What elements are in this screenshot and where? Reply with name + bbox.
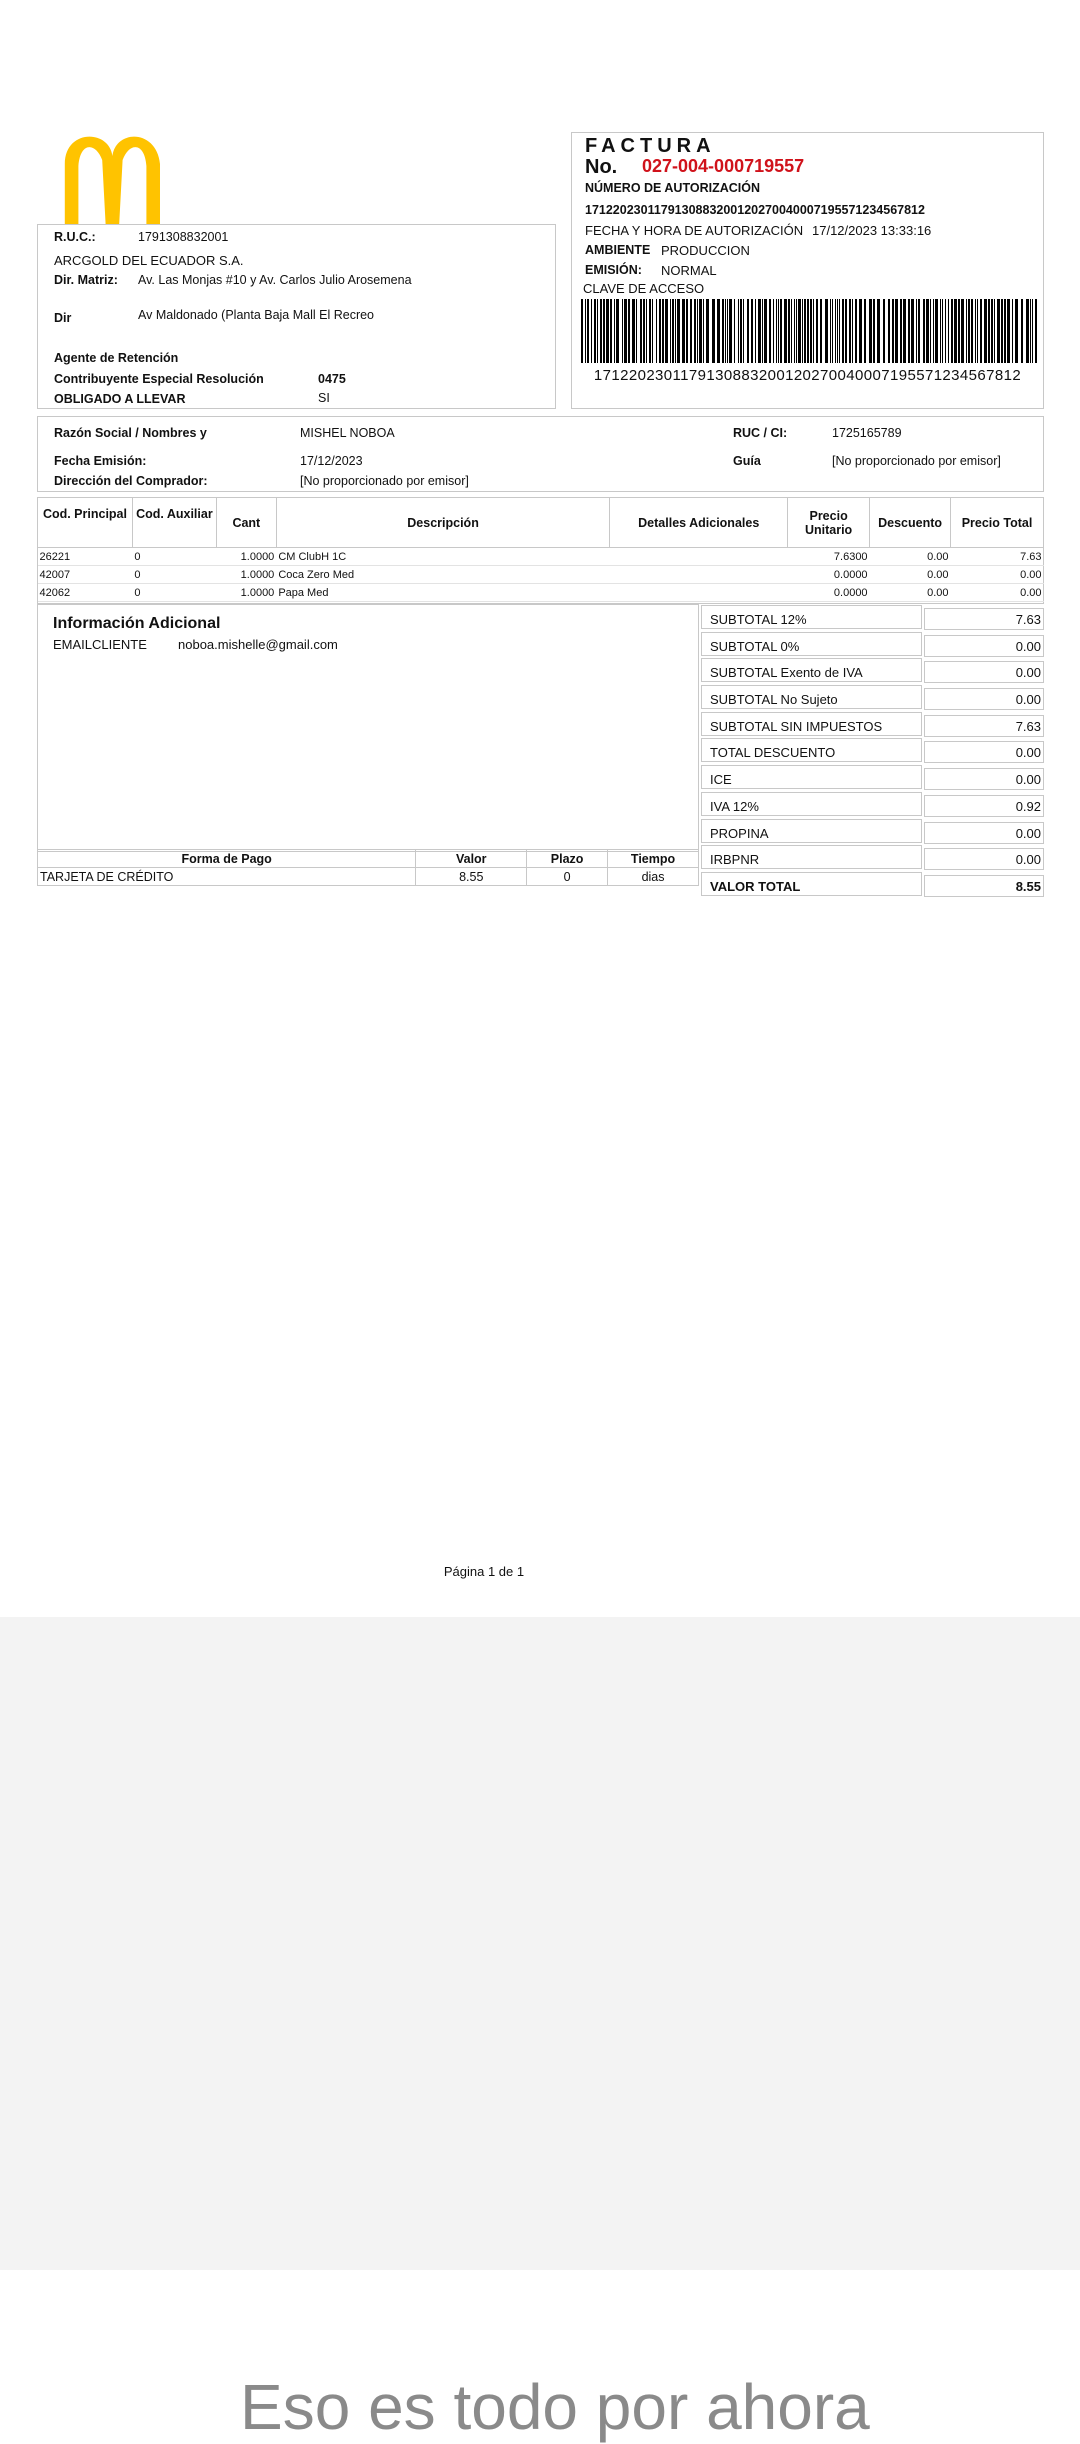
barcode-bar	[991, 299, 993, 363]
issuer-dir-label: Dir	[54, 311, 72, 325]
barcode-bar	[581, 299, 583, 363]
invoice-number: 027-004-000719557	[642, 156, 805, 176]
barcode-bar	[855, 299, 857, 363]
barcode-bar	[717, 299, 720, 363]
auth-number: 1712202301179130883200120270040007195571234567812	[585, 203, 925, 217]
clave-label: CLAVE DE ACCESO	[583, 281, 705, 296]
barcode-bar	[686, 299, 688, 363]
totals-row	[701, 737, 1044, 764]
barcode-bar	[1007, 299, 1010, 363]
barcode-bar	[773, 299, 774, 363]
barcode-bar	[662, 299, 664, 363]
emision-label: EMISIÓN:	[585, 263, 642, 277]
payment-header-row	[38, 850, 699, 868]
barcode-bar	[966, 299, 967, 363]
totals-label: IVA 12%	[701, 792, 922, 816]
cell-pu: 7.6300	[788, 548, 870, 566]
totals-value: 8.55	[924, 875, 1044, 897]
totals-row	[701, 657, 1044, 684]
barcode-bar	[997, 299, 1000, 363]
table-row	[38, 584, 1044, 602]
barcode-bar	[951, 299, 953, 363]
totals-panel	[701, 604, 1044, 898]
barcode-bar	[852, 299, 853, 363]
cell-det	[610, 584, 788, 602]
guia-value: [No proporcionado por emisor]	[832, 454, 1001, 468]
totals-row	[701, 764, 1044, 791]
barcode-bar	[652, 299, 653, 363]
barcode-bar	[591, 299, 592, 363]
barcode-bar	[762, 299, 763, 363]
barcode-bar	[888, 299, 890, 363]
barcode-bar	[738, 299, 739, 363]
barcode-bar	[643, 299, 645, 363]
barcode-bar	[903, 299, 906, 363]
barcode-bar	[632, 299, 635, 363]
barcode-bar	[764, 299, 767, 363]
totals-label: SUBTOTAL 0%	[701, 632, 922, 656]
barcode-bar	[791, 299, 792, 363]
barcode-bar	[697, 299, 698, 363]
cell-desc: Papa Med	[276, 584, 610, 602]
barcode-bar	[1004, 299, 1006, 363]
cell-cant: 1.0000	[216, 566, 276, 584]
barcode-bar	[1001, 299, 1003, 363]
gray-background	[0, 1617, 1080, 2270]
barcode-bar	[665, 299, 668, 363]
payment-table	[37, 849, 699, 886]
barcode-bar	[1012, 299, 1013, 363]
barcode-bar	[892, 299, 894, 363]
totals-value: 0.00	[924, 768, 1044, 790]
ambiente-label: AMBIENTE	[585, 243, 651, 257]
barcode-bar	[877, 299, 880, 363]
barcode-bar	[784, 299, 787, 363]
th-plazo: Plazo	[527, 850, 608, 868]
guia-label: Guía	[733, 454, 761, 468]
barcode-bar	[923, 299, 925, 363]
barcode-bar	[636, 299, 637, 363]
bottom-panel	[0, 2270, 1080, 2443]
page-number: Página 1 de 1	[443, 1564, 525, 1579]
totals-label: SUBTOTAL No Sujeto	[701, 685, 922, 709]
issuer-dir: Av Maldonado (Planta Baja Mall El Recreo	[138, 308, 375, 322]
issuer-matriz-label: Dir. Matriz:	[54, 273, 118, 287]
fecha-auth: 17/12/2023 13:33:16	[812, 223, 932, 238]
barcode-bar	[825, 299, 828, 363]
barcode-bar	[694, 299, 696, 363]
barcode-bar	[849, 299, 851, 363]
barcode-bar	[788, 299, 790, 363]
barcode-bar	[769, 299, 771, 363]
pay-plazo: 0	[527, 868, 608, 886]
barcode-bar	[677, 299, 680, 363]
fecha-emision-label: Fecha Emisión:	[54, 454, 147, 468]
barcode-bar	[839, 299, 840, 363]
barcode-bar	[755, 299, 756, 363]
bottom-message: Eso es todo por ahora	[240, 2371, 870, 2443]
totals-row	[701, 684, 1044, 711]
barcode-bar	[740, 299, 742, 363]
barcode-bar	[1035, 299, 1037, 363]
barcode-bar	[835, 299, 836, 363]
barcode-bar	[842, 299, 844, 363]
barcode-bar	[597, 299, 598, 363]
th-cod-principal: Cod. Principal	[38, 498, 133, 548]
barcode-bar	[820, 299, 822, 363]
barcode-bar	[859, 299, 862, 363]
cell-aux: 0	[132, 548, 216, 566]
barcode-bar	[988, 299, 990, 363]
obligado-label: OBLIGADO A LLEVAR	[54, 392, 186, 406]
cell-total: 0.00	[951, 566, 1044, 584]
totals-label: IRBPNR	[701, 845, 922, 869]
auth-label: NÚMERO DE AUTORIZACIÓN	[585, 181, 760, 195]
barcode-bar	[911, 299, 914, 363]
totals-value: 0.00	[924, 822, 1044, 844]
barcode-bar	[984, 299, 987, 363]
totals-value: 0.00	[924, 848, 1044, 870]
barcode-bar	[873, 299, 875, 363]
barcode-bar	[706, 299, 709, 363]
barcode-bar	[845, 299, 847, 363]
issuer-ruc: 1791308832001	[138, 230, 229, 244]
totals-label: SUBTOTAL Exento de IVA	[701, 658, 922, 682]
barcode-bar	[1030, 299, 1031, 363]
totals-value: 7.63	[924, 608, 1044, 630]
barcode-bar	[1021, 299, 1023, 363]
cell-cod: 42062	[38, 584, 133, 602]
barcode-bar	[968, 299, 970, 363]
totals-value: 0.00	[924, 635, 1044, 657]
items-header-row	[38, 498, 1044, 548]
barcode-bar	[832, 299, 833, 363]
barcode-bar	[600, 299, 602, 363]
barcode-bar	[712, 299, 715, 363]
totals-row	[701, 844, 1044, 871]
barcode-bar	[776, 299, 777, 363]
barcode-bar	[1026, 299, 1029, 363]
barcode-bar	[837, 299, 838, 363]
barcode-bar	[802, 299, 803, 363]
totals-value: 0.00	[924, 661, 1044, 683]
totals-label: SUBTOTAL 12%	[701, 605, 922, 629]
table-row	[38, 548, 1044, 566]
barcode-bar	[798, 299, 801, 363]
totals-row	[701, 711, 1044, 738]
barcode-bar	[804, 299, 806, 363]
totals-row	[701, 631, 1044, 658]
barcode-bar	[727, 299, 728, 363]
barcode-bar	[930, 299, 931, 363]
ambiente-value: PRODUCCION	[661, 243, 750, 258]
buyer-ruc: 1725165789	[832, 426, 902, 440]
th-precio-total: Precio Total	[951, 498, 1044, 548]
barcode-bar	[606, 299, 609, 363]
totals-row	[701, 818, 1044, 845]
barcode-bar	[758, 299, 761, 363]
barcode-bar	[977, 299, 978, 363]
cell-total: 0.00	[951, 584, 1044, 602]
cell-det	[610, 566, 788, 584]
barcode-bar	[622, 299, 623, 363]
factura-no-label: No.	[585, 156, 618, 178]
barcode-bar	[1015, 299, 1018, 363]
barcode-bar	[624, 299, 627, 363]
barcode-bar	[1032, 299, 1033, 363]
th-detalles: Detalles Adicionales	[610, 498, 788, 548]
barcode-bar	[614, 299, 615, 363]
barcode-bar	[610, 299, 612, 363]
barcode-bar	[672, 299, 674, 363]
issuer-name: ARCGOLD DEL ECUADOR S.A.	[54, 253, 244, 268]
barcode-bar	[780, 299, 782, 363]
barcode-bar	[916, 299, 917, 363]
totals-label: VALOR TOTAL	[701, 872, 922, 896]
buyer-box	[37, 416, 1044, 492]
cell-dcto: 0.00	[870, 566, 951, 584]
clave-acceso: 1712202301179130883200120270040007195571234567812	[593, 367, 1022, 384]
cell-cant: 1.0000	[216, 548, 276, 566]
barcode-bar	[778, 299, 779, 363]
razon-label: Razón Social / Nombres y	[54, 426, 207, 440]
payment-row	[38, 868, 699, 886]
barcode-bar	[729, 299, 732, 363]
barcode-bar	[869, 299, 872, 363]
barcode-bar	[945, 299, 946, 363]
th-valor: Valor	[416, 850, 527, 868]
barcode-bar	[628, 299, 630, 363]
cell-cod: 26221	[38, 548, 133, 566]
items-table	[37, 497, 1044, 602]
info-adicional-box	[37, 604, 699, 852]
cell-det	[610, 548, 788, 566]
totals-value: 7.63	[924, 715, 1044, 737]
mcdonalds-logo-icon	[58, 124, 183, 224]
barcode	[581, 299, 1038, 363]
th-descuento: Descuento	[870, 498, 951, 548]
barcode-bar	[975, 299, 976, 363]
totals-row	[701, 604, 1044, 631]
barcode-bar	[961, 299, 964, 363]
barcode-bar	[807, 299, 809, 363]
barcode-bar	[895, 299, 898, 363]
info-email: noboa.mishelle@gmail.com	[178, 637, 338, 652]
barcode-bar	[942, 299, 943, 363]
barcode-bar	[690, 299, 692, 363]
cell-cant: 1.0000	[216, 584, 276, 602]
barcode-bar	[918, 299, 920, 363]
totals-row	[701, 871, 1044, 898]
barcode-bar	[587, 299, 589, 363]
info-title: Información Adicional	[53, 615, 221, 632]
barcode-bar	[682, 299, 685, 363]
emision-value: NORMAL	[661, 263, 717, 278]
totals-label: PROPINA	[701, 819, 922, 843]
fecha-auth-label: FECHA Y HORA DE AUTORIZACIÓN	[585, 223, 804, 238]
barcode-bar	[585, 299, 586, 363]
totals-label: TOTAL DESCUENTO	[701, 738, 922, 762]
barcode-bar	[640, 299, 642, 363]
cell-desc: Coca Zero Med	[276, 566, 610, 584]
barcode-bar	[830, 299, 831, 363]
barcode-bar	[935, 299, 938, 363]
totals-label: ICE	[701, 765, 922, 789]
barcode-bar	[994, 299, 995, 363]
totals-value: 0.92	[924, 795, 1044, 817]
direccion-label: Dirección del Comprador:	[54, 474, 208, 488]
cell-total: 7.63	[951, 548, 1044, 566]
barcode-bar	[670, 299, 671, 363]
th-descripcion: Descripción	[276, 498, 610, 548]
barcode-bar	[926, 299, 929, 363]
th-tiempo: Tiempo	[608, 850, 699, 868]
barcode-bar	[940, 299, 941, 363]
barcode-bar	[954, 299, 957, 363]
buyer-ruc-label: RUC / CI:	[733, 426, 788, 440]
totals-value: 0.00	[924, 741, 1044, 763]
barcode-bar	[883, 299, 885, 363]
barcode-bar	[594, 299, 596, 363]
totals-label: SUBTOTAL SIN IMPUESTOS	[701, 712, 922, 736]
totals-row	[701, 791, 1044, 818]
barcode-bar	[794, 299, 795, 363]
barcode-bar	[725, 299, 726, 363]
totals-value: 0.00	[924, 688, 1044, 710]
agente-retencion: Agente de Retención	[54, 351, 179, 365]
factura-box	[571, 132, 1044, 409]
barcode-bar	[796, 299, 797, 363]
pay-forma: TARJETA DE CRÉDITO	[38, 868, 416, 886]
barcode-bar	[933, 299, 934, 363]
barcode-bar	[813, 299, 814, 363]
barcode-bar	[971, 299, 973, 363]
pay-tiempo: dias	[608, 868, 699, 886]
barcode-bar	[616, 299, 619, 363]
barcode-bar	[659, 299, 661, 363]
obligado-value: SI	[318, 391, 330, 405]
barcode-bar	[980, 299, 982, 363]
barcode-bar	[908, 299, 910, 363]
barcode-bar	[703, 299, 704, 363]
contribuyente-label: Contribuyente Especial Resolución	[54, 372, 264, 386]
barcode-bar	[646, 299, 647, 363]
pay-valor: 8.55	[416, 868, 527, 886]
barcode-bar	[958, 299, 960, 363]
barcode-bar	[649, 299, 651, 363]
barcode-bar	[603, 299, 605, 363]
barcode-bar	[864, 299, 866, 363]
direccion-value: [No proporcionado por emisor]	[300, 474, 469, 488]
barcode-bar	[747, 299, 749, 363]
table-row	[38, 566, 1044, 584]
barcode-bar	[816, 299, 818, 363]
barcode-bar	[743, 299, 744, 363]
barcode-bar	[734, 299, 735, 363]
barcode-bar	[675, 299, 676, 363]
razon-value: MISHEL NOBOA	[300, 426, 395, 440]
th-forma-pago: Forma de Pago	[38, 850, 416, 868]
barcode-bar	[656, 299, 657, 363]
cell-pu: 0.0000	[788, 584, 870, 602]
issuer-box	[37, 224, 556, 409]
barcode-bar	[900, 299, 902, 363]
cell-aux: 0	[132, 584, 216, 602]
barcode-bar	[948, 299, 949, 363]
info-key: EMAILCLIENTE	[53, 637, 147, 652]
th-cod-auxiliar: Cod. Auxiliar	[132, 498, 216, 548]
factura-title: FACTURA	[585, 135, 716, 157]
cell-cod: 42007	[38, 566, 133, 584]
cell-dcto: 0.00	[870, 548, 951, 566]
cell-pu: 0.0000	[788, 566, 870, 584]
barcode-bar	[722, 299, 724, 363]
th-precio-unitario: Precio Unitario	[788, 498, 870, 548]
barcode-bar	[810, 299, 812, 363]
issuer-ruc-label: R.U.C.:	[54, 230, 96, 244]
cell-dcto: 0.00	[870, 584, 951, 602]
fecha-emision: 17/12/2023	[300, 454, 363, 468]
contribuyente-value: 0475	[318, 372, 346, 386]
barcode-bar	[699, 299, 702, 363]
barcode-bar	[751, 299, 753, 363]
cell-aux: 0	[132, 566, 216, 584]
cell-desc: CM ClubH 1C	[276, 548, 610, 566]
th-cant: Cant	[216, 498, 276, 548]
issuer-matriz: Av. Las Monjas #10 y Av. Carlos Julio Arosemena	[138, 273, 412, 287]
